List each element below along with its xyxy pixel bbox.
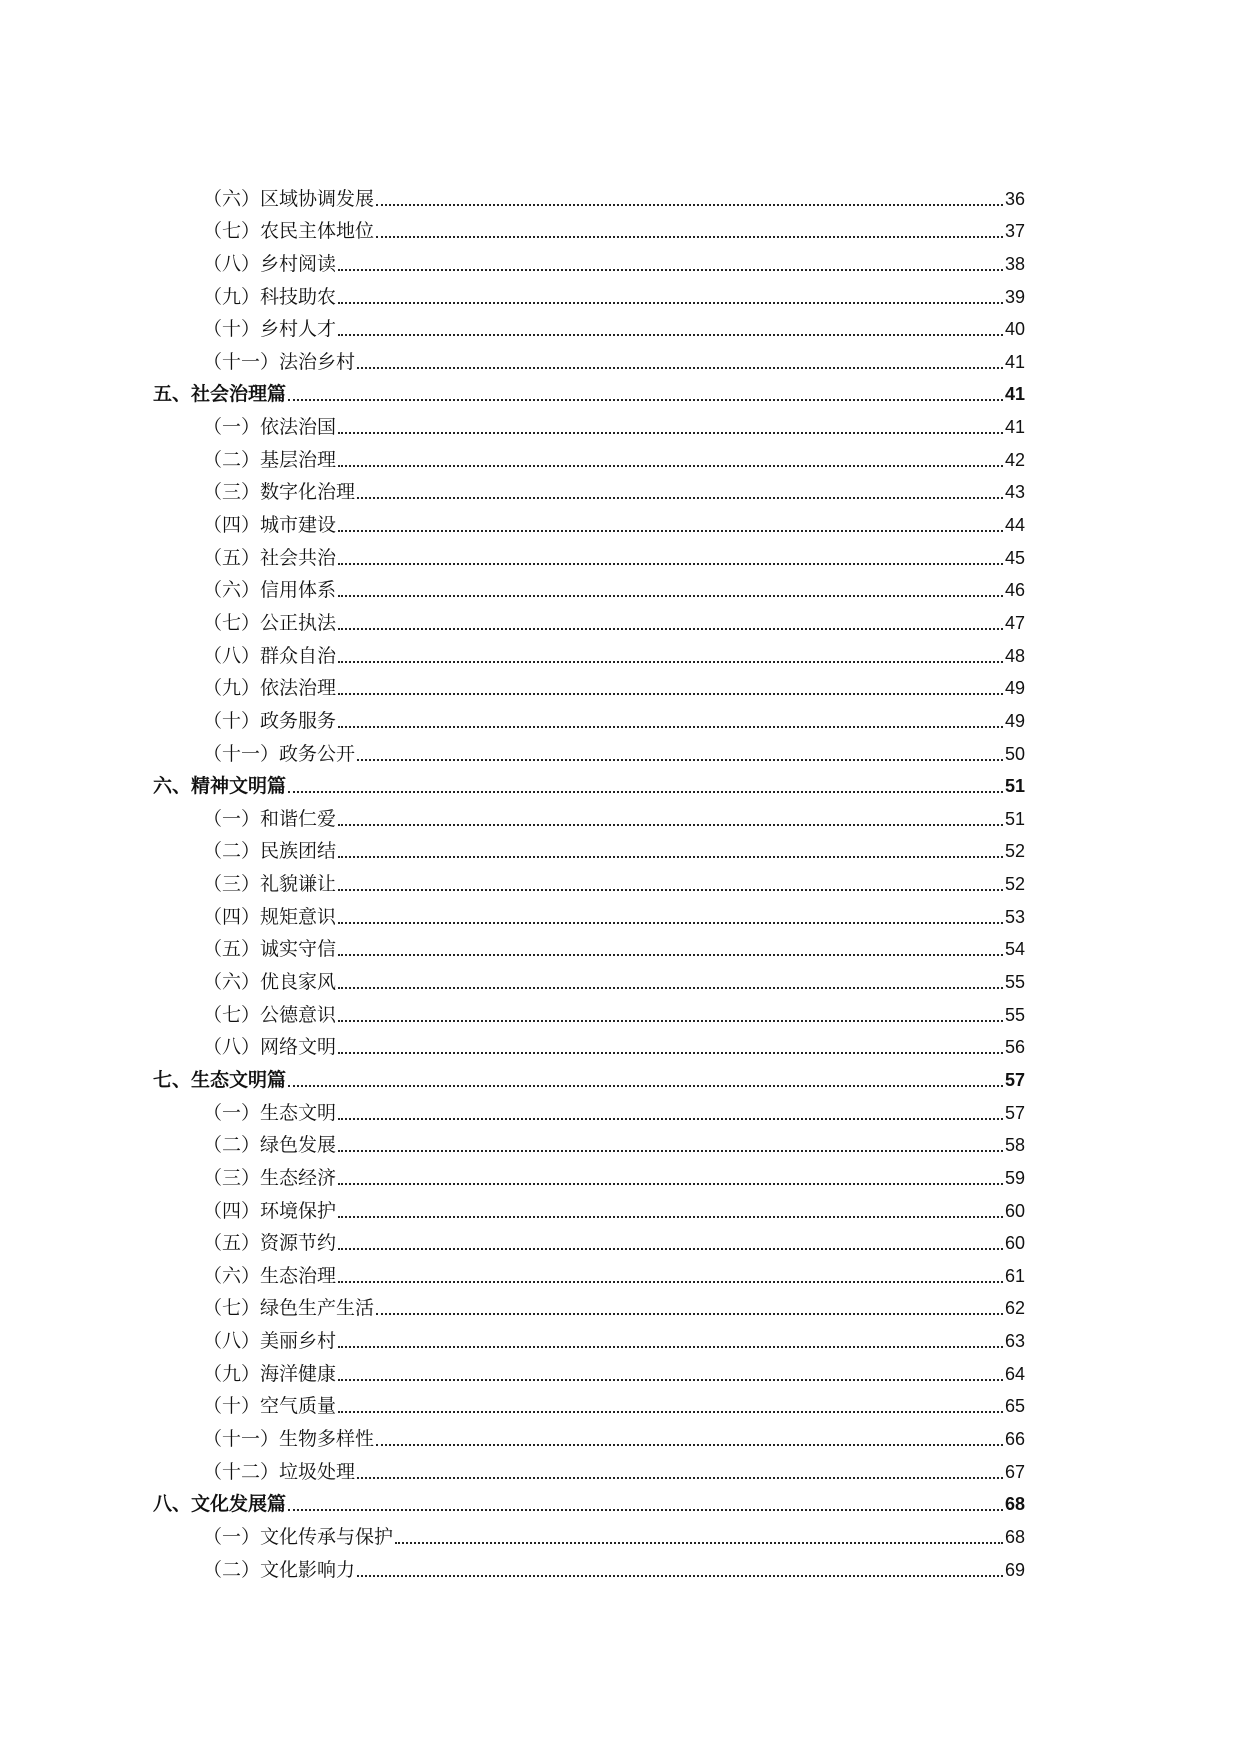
toc-section-entry[interactable] <box>153 1549 1025 1582</box>
toc-section-entry[interactable] <box>153 276 1025 309</box>
toc-dot-leader <box>338 1411 1003 1413</box>
toc-dot-leader <box>288 1085 1003 1087</box>
toc-page-number: 50 <box>1004 743 1025 764</box>
toc-section-entry[interactable] <box>153 1223 1025 1256</box>
toc-dot-leader <box>338 1379 1003 1381</box>
toc-entry-label: （八）美丽乡村 <box>203 1330 337 1353</box>
toc-page-number: 60 <box>1004 1200 1025 1221</box>
toc-dot-leader <box>357 1477 1003 1479</box>
toc-section-entry[interactable] <box>153 1418 1025 1451</box>
toc-page-number: 54 <box>1004 939 1025 960</box>
toc-section-entry[interactable] <box>153 1092 1025 1125</box>
toc-entry-label: （六）生态治理 <box>203 1264 337 1287</box>
toc-page-number: 51 <box>1004 776 1025 797</box>
toc-section-entry[interactable] <box>153 798 1025 831</box>
toc-dot-leader <box>338 1052 1003 1054</box>
toc-dot-leader <box>357 1575 1003 1577</box>
toc-dot-leader <box>338 302 1003 304</box>
toc-dot-leader <box>288 1509 1003 1511</box>
toc-dot-leader <box>376 1313 1003 1315</box>
toc-section-entry[interactable] <box>153 961 1025 994</box>
toc-page-number: 49 <box>1004 710 1025 731</box>
toc-dot-leader <box>338 530 1003 532</box>
toc-chapter-entry[interactable] <box>153 374 1025 407</box>
toc-entry-label: （五）社会共治 <box>203 546 337 569</box>
toc-entry-label: 八、文化发展篇 <box>153 1493 287 1516</box>
toc-page-number: 45 <box>1004 547 1025 568</box>
toc-entry-label: （七）公正执法 <box>203 611 337 634</box>
toc-section-entry[interactable] <box>153 406 1025 439</box>
toc-entry-label: （三）生态经济 <box>203 1166 337 1189</box>
toc-page-number: 68 <box>1004 1526 1025 1547</box>
toc-section-entry[interactable] <box>153 668 1025 701</box>
toc-entry-label: （六）信用体系 <box>203 579 337 602</box>
toc-section-entry[interactable] <box>153 537 1025 570</box>
toc-page-number: 65 <box>1004 1396 1025 1417</box>
toc-entry-label: （九）科技助农 <box>203 285 337 308</box>
toc-dot-leader <box>288 791 1003 793</box>
toc-dot-leader <box>338 987 1003 989</box>
toc-section-entry[interactable] <box>153 733 1025 766</box>
toc-entry-label: （八）群众自治 <box>203 644 337 667</box>
toc-entry-label: （十）政务服务 <box>203 709 337 732</box>
toc-page-number: 38 <box>1004 253 1025 274</box>
toc-section-entry[interactable] <box>153 439 1025 472</box>
toc-section-entry[interactable] <box>153 243 1025 276</box>
toc-section-entry[interactable] <box>153 1451 1025 1484</box>
toc-chapter-entry[interactable] <box>153 1059 1025 1092</box>
toc-dot-leader <box>338 1118 1003 1120</box>
toc-entry-label: （六）优良家风 <box>203 971 337 994</box>
toc-page-number: 67 <box>1004 1461 1025 1482</box>
toc-page-number: 36 <box>1004 188 1025 209</box>
toc-section-entry[interactable] <box>153 570 1025 603</box>
toc-page-number: 57 <box>1004 1102 1025 1123</box>
toc-dot-leader <box>376 204 1003 206</box>
toc-section-entry[interactable] <box>153 309 1025 342</box>
toc-section-entry[interactable] <box>153 1255 1025 1288</box>
toc-page-number: 58 <box>1004 1135 1025 1156</box>
toc-dot-leader <box>338 628 1003 630</box>
toc-entry-label: （八）网络文明 <box>203 1036 337 1059</box>
toc-page-number: 55 <box>1004 1004 1025 1025</box>
toc-section-entry[interactable] <box>153 994 1025 1027</box>
toc-dot-leader <box>338 334 1003 336</box>
toc-dot-leader <box>376 236 1003 238</box>
toc-section-entry[interactable] <box>153 831 1025 864</box>
toc-page-number: 57 <box>1004 1069 1025 1090</box>
toc-page-number: 51 <box>1004 808 1025 829</box>
toc-section-entry[interactable] <box>153 1386 1025 1419</box>
toc-section-entry[interactable] <box>153 1157 1025 1190</box>
toc-entry-label: （四）城市建设 <box>203 514 337 537</box>
toc-dot-leader <box>338 595 1003 597</box>
toc-entry-label: （五）诚实守信 <box>203 938 337 961</box>
toc-dot-leader <box>338 661 1003 663</box>
toc-page-number: 41 <box>1004 384 1025 405</box>
toc-entry-label: （二）民族团结 <box>203 840 337 863</box>
toc-entry-label: （十）乡村人才 <box>203 318 337 341</box>
toc-entry-label: （四）规矩意识 <box>203 905 337 928</box>
toc-section-entry[interactable] <box>153 1320 1025 1353</box>
toc-entry-label: （一）文化传承与保护 <box>203 1525 394 1548</box>
toc-section-entry[interactable] <box>153 896 1025 929</box>
toc-entry-label: （一）生态文明 <box>203 1101 337 1124</box>
toc-section-entry[interactable] <box>153 700 1025 733</box>
toc-page-number: 52 <box>1004 841 1025 862</box>
toc-section-entry[interactable] <box>153 635 1025 668</box>
toc-dot-leader <box>357 497 1003 499</box>
toc-page-number: 59 <box>1004 1167 1025 1188</box>
toc-page-number: 40 <box>1004 319 1025 340</box>
toc-entry-label: （三）礼貌谦让 <box>203 873 337 896</box>
toc-entry-label: （十二）垃圾处理 <box>203 1460 356 1483</box>
toc-section-entry[interactable] <box>153 602 1025 635</box>
toc-section-entry[interactable] <box>153 863 1025 896</box>
toc-dot-leader <box>338 1020 1003 1022</box>
toc-dot-leader <box>338 269 1003 271</box>
toc-page-number: 55 <box>1004 972 1025 993</box>
toc-page-number: 37 <box>1004 221 1025 242</box>
toc-section-entry[interactable] <box>153 1125 1025 1158</box>
toc-section-entry[interactable] <box>153 929 1025 962</box>
toc-section-entry[interactable] <box>153 472 1025 505</box>
toc-section-entry[interactable] <box>153 341 1025 374</box>
toc-page-number: 60 <box>1004 1233 1025 1254</box>
toc-page-number: 49 <box>1004 678 1025 699</box>
toc-section-entry[interactable] <box>153 1027 1025 1060</box>
toc-entry-label: （九）依法治理 <box>203 677 337 700</box>
toc-section-entry[interactable] <box>153 504 1025 537</box>
toc-page-number: 68 <box>1004 1494 1025 1515</box>
toc-page-number: 53 <box>1004 906 1025 927</box>
toc-entry-label: （一）和谐仁爱 <box>203 807 337 830</box>
toc-page-number: 52 <box>1004 874 1025 895</box>
toc-dot-leader <box>288 399 1003 401</box>
toc-dot-leader <box>338 465 1003 467</box>
toc-dot-leader <box>338 922 1003 924</box>
toc-entry-label: （二）绿色发展 <box>203 1134 337 1157</box>
toc-section-entry[interactable] <box>153 211 1025 244</box>
toc-page-number: 62 <box>1004 1298 1025 1319</box>
toc-page-number: 46 <box>1004 580 1025 601</box>
toc-dot-leader <box>338 726 1003 728</box>
toc-dot-leader <box>338 1183 1003 1185</box>
toc-section-entry[interactable] <box>153 1516 1025 1549</box>
toc-entry-label: （三）数字化治理 <box>203 481 356 504</box>
toc-dot-leader <box>357 759 1003 761</box>
toc-entry-label: （十一）生物多样性 <box>203 1427 375 1450</box>
toc-page-number: 47 <box>1004 612 1025 633</box>
toc-entry-label: （九）海洋健康 <box>203 1362 337 1385</box>
toc-page-number: 69 <box>1004 1559 1025 1580</box>
toc-entry-label: （七）农民主体地位 <box>203 220 375 243</box>
toc-section-entry[interactable] <box>153 1190 1025 1223</box>
table-of-contents <box>153 178 1025 1582</box>
toc-page-number: 66 <box>1004 1428 1025 1449</box>
toc-entry-label: （十一）法治乡村 <box>203 350 356 373</box>
toc-page-number: 63 <box>1004 1331 1025 1352</box>
toc-dot-leader <box>338 1281 1003 1283</box>
toc-entry-label: （二）文化影响力 <box>203 1558 356 1581</box>
toc-entry-label: 六、精神文明篇 <box>153 775 287 798</box>
toc-dot-leader <box>338 693 1003 695</box>
toc-page-number: 61 <box>1004 1265 1025 1286</box>
toc-dot-leader <box>395 1542 1003 1544</box>
toc-entry-label: （十）空气质量 <box>203 1395 337 1418</box>
toc-page-number: 44 <box>1004 515 1025 536</box>
toc-dot-leader <box>338 1150 1003 1152</box>
toc-page-number: 48 <box>1004 645 1025 666</box>
toc-entry-label: （四）环境保护 <box>203 1199 337 1222</box>
toc-entry-label: 七、生态文明篇 <box>153 1068 287 1091</box>
toc-chapter-entry[interactable] <box>153 1484 1025 1517</box>
toc-dot-leader <box>338 889 1003 891</box>
toc-section-entry[interactable] <box>153 1353 1025 1386</box>
toc-dot-leader <box>338 1346 1003 1348</box>
toc-dot-leader <box>338 954 1003 956</box>
toc-dot-leader <box>376 1444 1003 1446</box>
toc-entry-label: （一）依法治国 <box>203 416 337 439</box>
toc-page-number: 42 <box>1004 449 1025 470</box>
toc-entry-label: （五）资源节约 <box>203 1232 337 1255</box>
toc-entry-label: （十一）政务公开 <box>203 742 356 765</box>
toc-dot-leader <box>357 367 1003 369</box>
toc-entry-label: （七）公德意识 <box>203 1003 337 1026</box>
toc-page-number: 64 <box>1004 1363 1025 1384</box>
toc-entry-label: （七）绿色生产生活 <box>203 1297 375 1320</box>
toc-entry-label: （二）基层治理 <box>203 448 337 471</box>
toc-section-entry[interactable] <box>153 1288 1025 1321</box>
toc-dot-leader <box>338 563 1003 565</box>
toc-page-number: 39 <box>1004 286 1025 307</box>
toc-chapter-entry[interactable] <box>153 766 1025 799</box>
toc-dot-leader <box>338 856 1003 858</box>
toc-dot-leader <box>338 1216 1003 1218</box>
toc-section-entry[interactable] <box>153 178 1025 211</box>
toc-entry-label: （八）乡村阅读 <box>203 252 337 275</box>
toc-dot-leader <box>338 824 1003 826</box>
toc-page-number: 43 <box>1004 482 1025 503</box>
toc-dot-leader <box>338 1248 1003 1250</box>
toc-page-number: 56 <box>1004 1037 1025 1058</box>
toc-page-number: 41 <box>1004 351 1025 372</box>
toc-dot-leader <box>338 432 1003 434</box>
toc-entry-label: （六）区域协调发展 <box>203 187 375 210</box>
toc-page-number: 41 <box>1004 417 1025 438</box>
toc-entry-label: 五、社会治理篇 <box>153 383 287 406</box>
